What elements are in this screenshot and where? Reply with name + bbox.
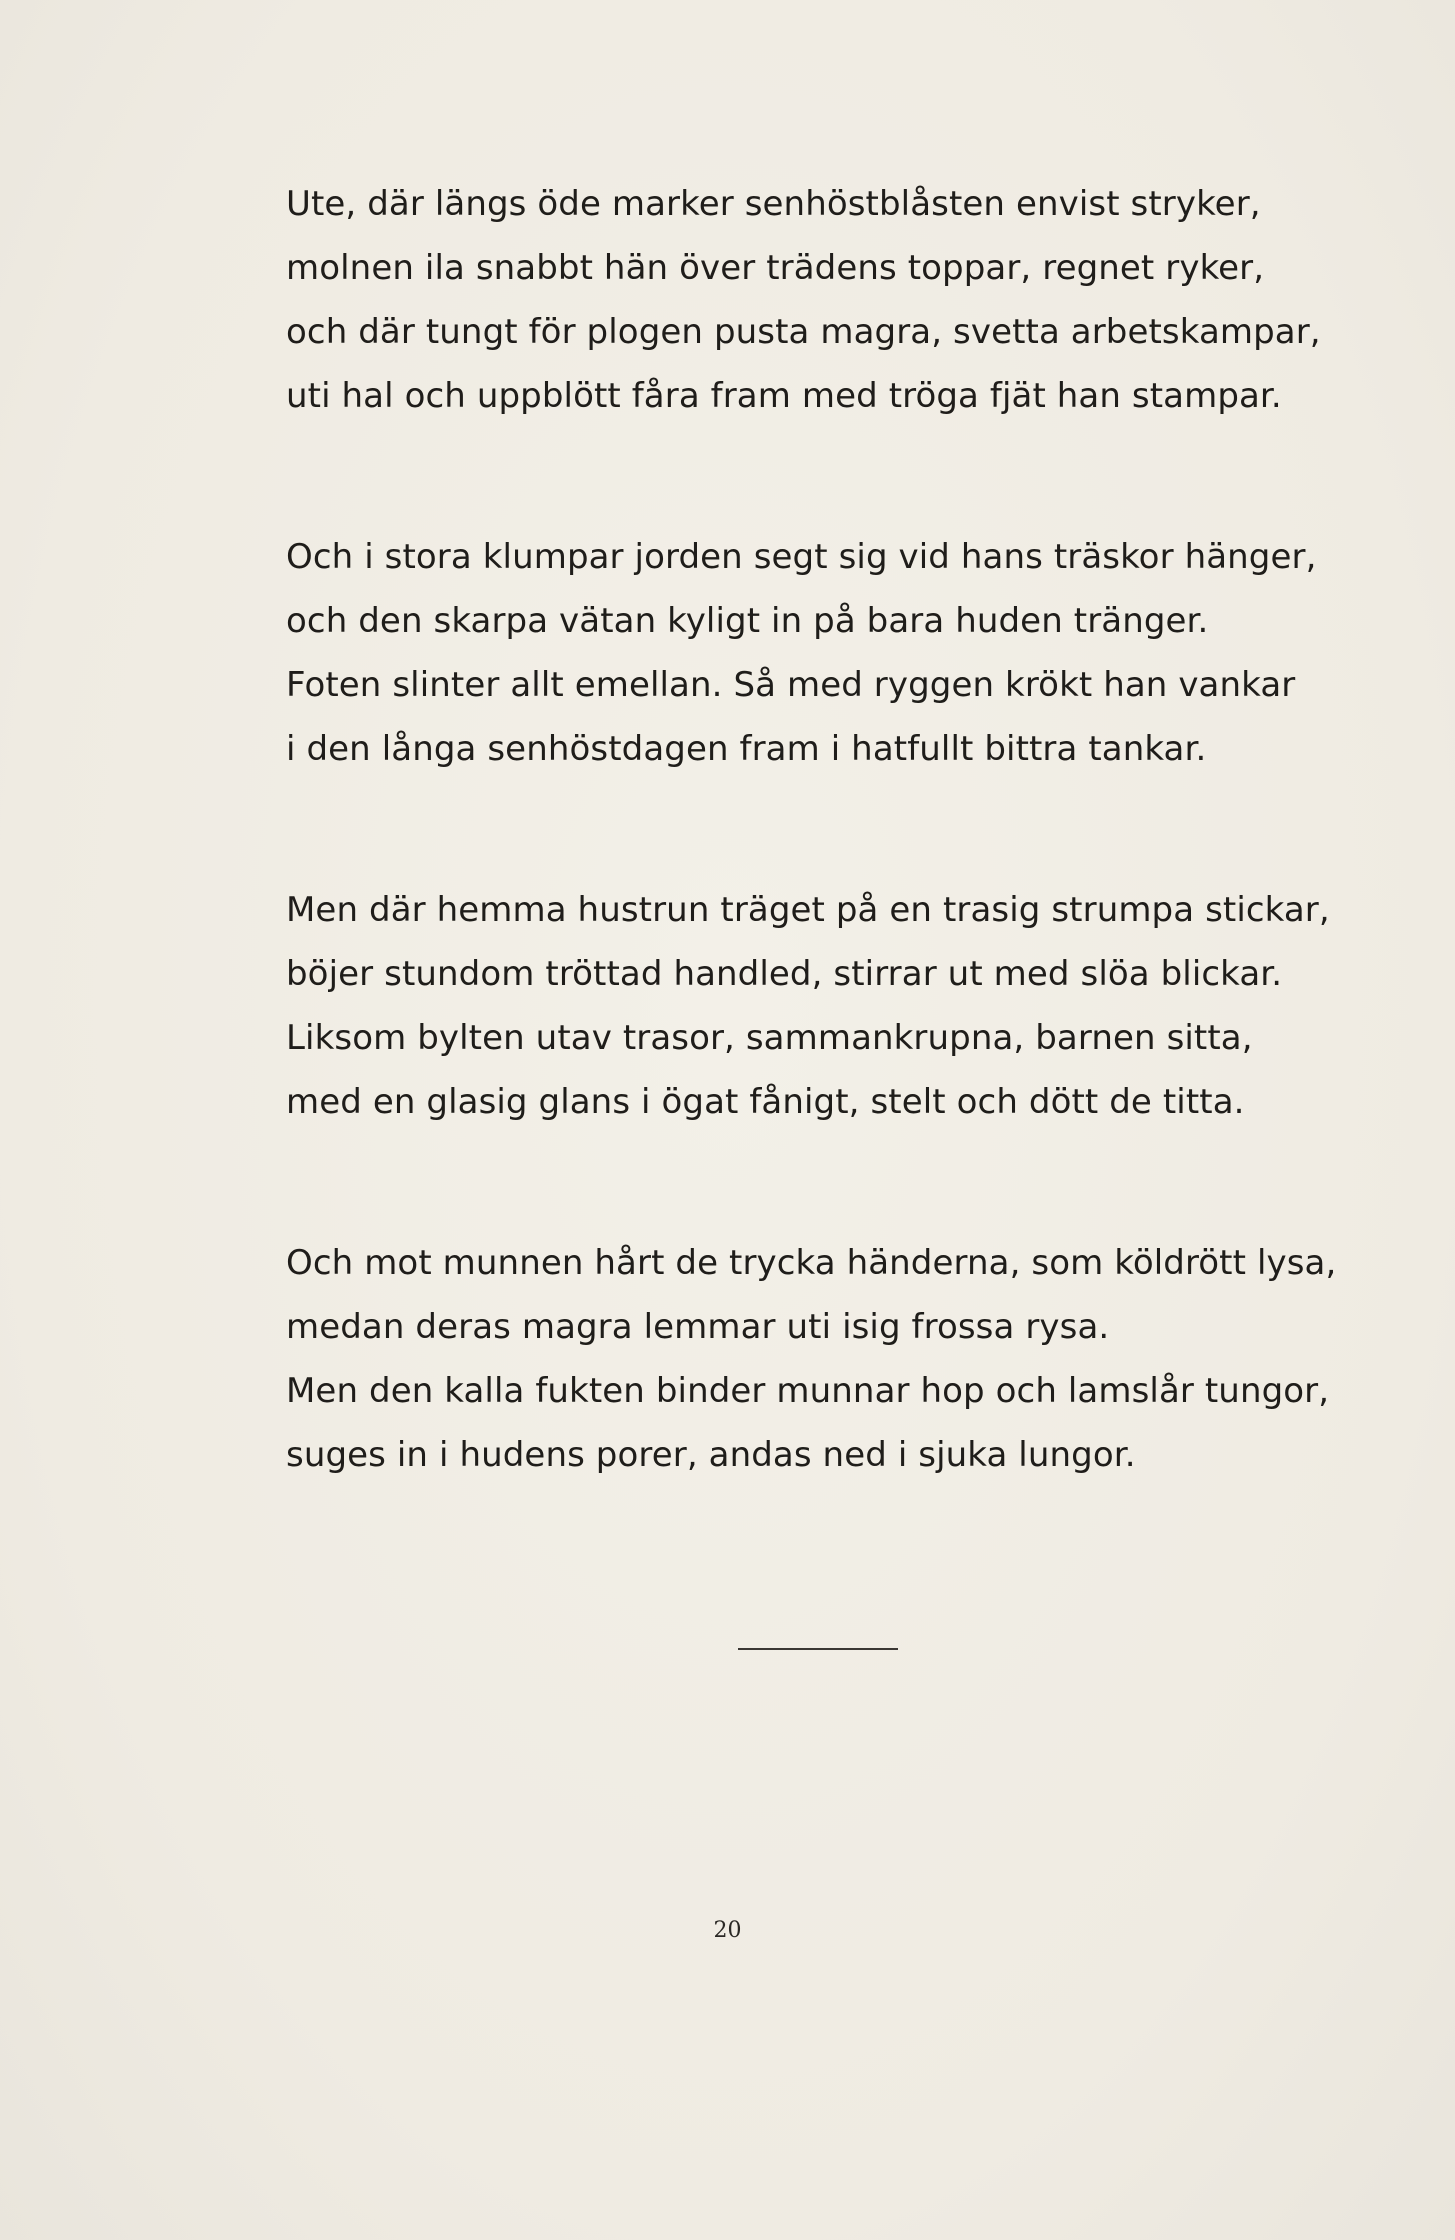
poem-line: Ute, där längs öde marker senhöstblåsten envist stryker, xyxy=(286,184,1261,224)
poem xyxy=(286,172,1406,1487)
poem-line: Liksom bylten utav trasor, sammankrupna, barnen sitta, xyxy=(286,1018,1253,1058)
poem-line: och den skarpa vätan kyligt in på bara huden tränger. xyxy=(286,601,1209,641)
stanza xyxy=(286,1231,1406,1487)
stanza xyxy=(286,878,1406,1134)
poem-line: medan deras magra lemmar uti isig frossa rysa. xyxy=(286,1307,1110,1347)
poem-line: suges in i hudens porer, andas ned i sjuka lungor. xyxy=(286,1435,1136,1475)
stanza xyxy=(286,172,1406,428)
poem-line: Och mot munnen hårt de trycka händerna, som köldrött lysa, xyxy=(286,1243,1337,1283)
poem-line: molnen ila snabbt hän över trädens toppar, regnet ryker, xyxy=(286,248,1265,288)
poem-line: uti hal och uppblött fåra fram med tröga fjät han stampar. xyxy=(286,376,1282,416)
poem-line: böjer stundom tröttad handled, stirrar ut med slöa blickar. xyxy=(286,954,1283,994)
poem-line: och där tungt för plogen pusta magra, svetta arbetskampar, xyxy=(286,312,1321,352)
poem-line: Men där hemma hustrun träget på en trasig strumpa stickar, xyxy=(286,890,1330,930)
poem-line: Men den kalla fukten binder munnar hop och lamslår tungor, xyxy=(286,1371,1330,1411)
poem-line: Och i stora klumpar jorden segt sig vid hans träskor hänger, xyxy=(286,537,1317,577)
page-number: 20 xyxy=(713,1918,742,1943)
poem-line: med en glasig glans i ögat fånigt, stelt och dött de titta. xyxy=(286,1082,1245,1122)
poem-line: i den långa senhöstdagen fram i hatfullt bittra tankar. xyxy=(286,729,1207,769)
poem-line: Foten slinter allt emellan. Så med ryggen krökt han vankar xyxy=(286,665,1296,705)
section-divider xyxy=(738,1648,898,1650)
stanza xyxy=(286,525,1406,781)
